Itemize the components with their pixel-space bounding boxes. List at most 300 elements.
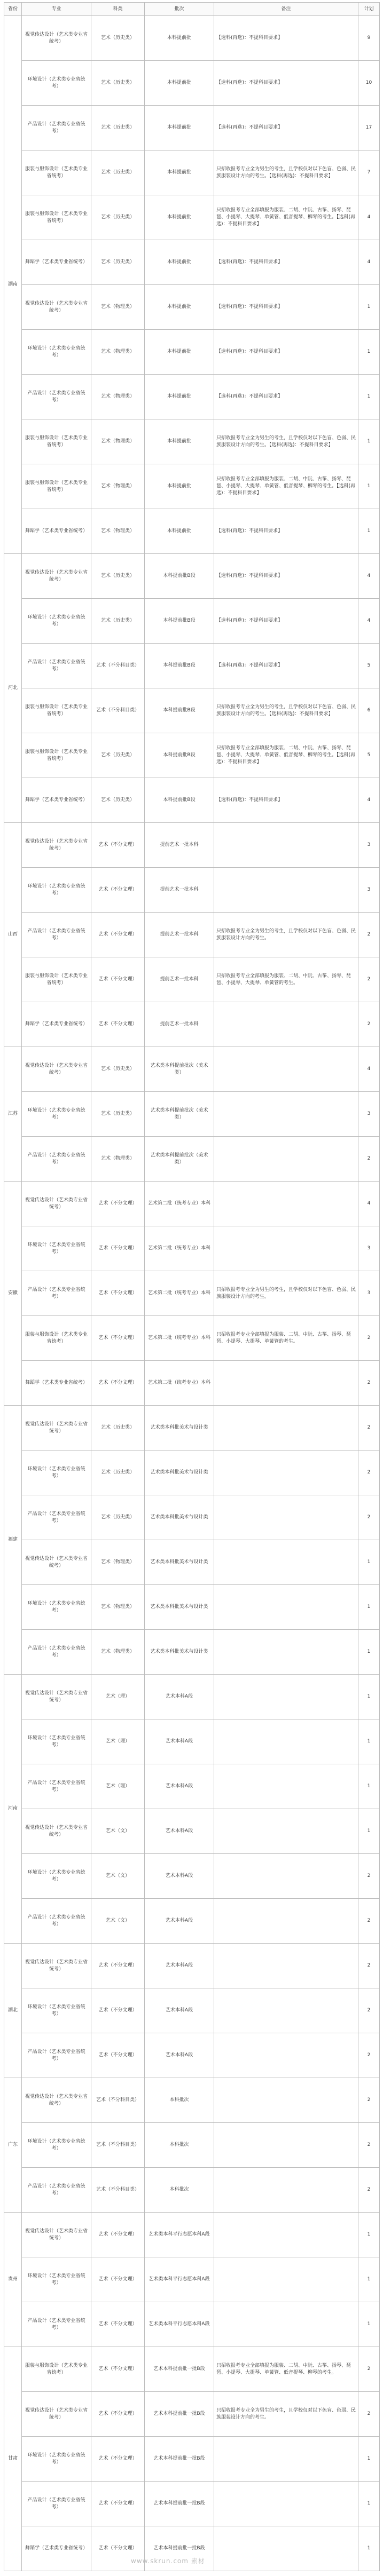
plan-cell: 2 [358,2347,380,2392]
table-row [4,509,380,554]
subject-cell: 艺术（不分文理） [91,823,145,868]
subject-cell: 艺术（不分科目类） [91,688,145,733]
batch-cell: 艺术第二批（统考专业）本科 [145,1271,214,1316]
major-cell: 视觉传达设计（艺术类专业省统考） [22,554,91,599]
enrollment-plan-table [4,2,380,2571]
table-row [4,150,380,195]
batch-cell: 艺术本科A段 [145,1899,214,1944]
subject-cell: 艺术（历史类） [91,1451,145,1495]
note-cell: 只招收报考专业全部填报为服装、二胡、中阮、古筝、扬琴、琵琶、小提琴、大提琴、单簧管的考生。 [214,957,358,1002]
note-cell: 只招收报考专业全部填报为服装、二胡、中阮、古筝、扬琴、琵琶、小提琴、大提琴、单簧管、低音提琴、柳琴的考生。【选科(再选)：不提科目要求】 [214,733,358,778]
subject-cell: 艺术（不分文理） [91,2347,145,2392]
province-cell: 河南 [4,1675,22,1944]
subject-cell: 艺术（不分文理） [91,2302,145,2347]
subject-cell: 艺术（不分文理） [91,1988,145,2033]
header-batch: 批次 [145,3,214,16]
batch-cell: 艺术本科提前批一批B段 [145,2392,214,2437]
province-cell: 湖南 [4,16,22,554]
major-cell: 视觉传达设计（艺术类专业省统考） [22,1675,91,1719]
batch-cell: 艺术类本科批美术与设计类 [145,1540,214,1585]
major-cell: 环境设计（艺术类专业省统考） [22,330,91,375]
plan-cell: 9 [358,16,380,61]
plan-cell: 2 [358,2392,380,2437]
major-cell: 环境设计（艺术类专业省统考） [22,599,91,644]
plan-cell: 4 [358,554,380,599]
batch-cell: 本科批次 [145,2123,214,2168]
table-row [4,1899,380,1944]
subject-cell: 艺术（历史类） [91,1406,145,1451]
note-cell [214,1854,358,1899]
major-cell: 产品设计（艺术类专业省统考） [22,913,91,957]
subject-cell: 艺术（理） [91,1675,145,1719]
plan-cell: 6 [358,688,380,733]
table-row [4,2437,380,2482]
plan-cell: 1 [358,375,380,419]
batch-cell: 艺术类本科提前批次（美术类） [145,1137,214,1182]
major-cell: 环境设计（艺术类专业省统考） [22,2257,91,2302]
plan-cell: 1 [358,464,380,509]
note-cell [214,1719,358,1764]
major-cell: 视觉传达设计（艺术类专业省统考） [22,16,91,61]
table-row [4,1047,380,1092]
plan-cell: 1 [358,1809,380,1854]
plan-cell: 1 [358,509,380,554]
subject-cell: 艺术（物理类） [91,1540,145,1585]
batch-cell: 艺术第二批（统考专业）本科 [145,1226,214,1271]
major-cell: 环境设计（艺术类专业省统考） [22,1585,91,1630]
subject-cell: 艺术（不分科目类） [91,644,145,688]
note-cell: 只招收报考专业全为男生的考生，且学校仅对以下色盲、色弱、民族服装设计方向的考生。【选科(再选)：不提科目要求】 [214,419,358,464]
table-row [4,868,380,913]
batch-cell: 本科提前批 [145,106,214,150]
table-row [4,1316,380,1361]
table-row [4,1719,380,1764]
province-cell: 安徽 [4,1182,22,1406]
batch-cell: 本科提前批 [145,16,214,61]
plan-cell: 3 [358,823,380,868]
major-cell: 舞蹈学（艺术类专业省统考） [22,509,91,554]
subject-cell: 艺术（历史类） [91,150,145,195]
province-cell: 山西 [4,823,22,1047]
table-row [4,2213,380,2257]
batch-cell: 艺术本科提前批一批B段 [145,2482,214,2526]
subject-cell: 艺术（物理类） [91,1585,145,1630]
note-cell: 【选科(再选)：不提科目要求】 [214,778,358,823]
subject-cell: 艺术（历史类） [91,1495,145,1540]
major-cell: 产品设计（艺术类专业省统考） [22,644,91,688]
batch-cell: 本科批次 [145,2078,214,2123]
table-row [4,464,380,509]
plan-cell: 1 [358,2213,380,2257]
plan-cell: 2 [358,1316,380,1361]
batch-cell: 本科提前批B段 [145,644,214,688]
note-cell: 【选科(再选)：不提科目要求】 [214,375,358,419]
plan-cell: 1 [358,1630,380,1675]
note-cell [214,1944,358,1988]
plan-cell: 10 [358,61,380,106]
batch-cell: 艺术本科A段 [145,1809,214,1854]
note-cell [214,2482,358,2526]
batch-cell: 本科提前批B段 [145,688,214,733]
plan-cell: 2 [358,1899,380,1944]
major-cell: 产品设计（艺术类专业省统考） [22,1630,91,1675]
major-cell: 环境设计（艺术类专业省统考） [22,1719,91,1764]
subject-cell: 艺术（历史类） [91,599,145,644]
batch-cell: 艺术第二批（统考专业）本科 [145,1182,214,1226]
note-cell [214,2302,358,2347]
major-cell: 视觉传达设计（艺术类专业省统考） [22,823,91,868]
batch-cell: 艺术本科A段 [145,1764,214,1809]
subject-cell: 艺术（不分科目类） [91,2168,145,2213]
batch-cell: 艺术类本科批美术与设计类 [145,1585,214,1630]
subject-cell: 艺术（历史类） [91,16,145,61]
table-row [4,1854,380,1899]
major-cell: 视觉传达设计（艺术类专业省统考） [22,1540,91,1585]
batch-cell: 艺术本科A段 [145,1854,214,1899]
plan-cell: 2 [358,2168,380,2213]
note-cell [214,868,358,913]
major-cell: 产品设计（艺术类专业省统考） [22,375,91,419]
batch-cell: 提前艺术一批本科 [145,823,214,868]
major-cell: 环境设计（艺术类专业省统考） [22,1226,91,1271]
subject-cell: 艺术（历史类） [91,778,145,823]
table-row [4,644,380,688]
table-row [4,195,380,240]
subject-cell: 艺术（物理类） [91,330,145,375]
table-row [4,599,380,644]
plan-cell: 1 [358,285,380,330]
table-row [4,1451,380,1495]
batch-cell: 艺术本科A段 [145,1719,214,1764]
subject-cell: 艺术（不分文理） [91,2257,145,2302]
subject-cell: 艺术（不分科目类） [91,2123,145,2168]
major-cell: 视觉传达设计（艺术类专业省统考） [22,1406,91,1451]
batch-cell: 提前艺术一批本科 [145,913,214,957]
subject-cell: 艺术（不分文理） [91,868,145,913]
plan-cell: 7 [358,150,380,195]
major-cell: 舞蹈学（艺术类专业省统考） [22,2526,91,2571]
note-cell: 【选科(再选)：不提科目要求】 [214,106,358,150]
note-cell: 只招收报考专业全部填报为服装、二胡、中阮、古筝、扬琴、琵琶、小提琴、大提琴、单簧管、低音提琴、柳琴的考生。【选科(再选)：不提科目要求】 [214,195,358,240]
plan-cell: 1 [358,2526,380,2571]
major-cell: 舞蹈学（艺术类专业省统考） [22,240,91,285]
subject-cell: 艺术（不分文理） [91,2213,145,2257]
note-cell [214,1451,358,1495]
major-cell: 舞蹈学（艺术类专业省统考） [22,1002,91,1047]
table-row [4,913,380,957]
note-cell [214,1406,358,1451]
table-row [4,61,380,106]
batch-cell: 艺术类本科平行志愿本科A段 [145,2257,214,2302]
note-cell [214,2526,358,2571]
note-cell: 只招收报考专业全部填报为服装、二胡、中阮、古筝、扬琴、琵琶、小提琴、大提琴、单簧管、低音提琴、柳琴的考生。【选科(再选)：不提科目要求】 [214,464,358,509]
subject-cell: 艺术（文） [91,1899,145,1944]
plan-cell: 2 [358,957,380,1002]
plan-cell: 2 [358,1137,380,1182]
note-cell: 【选科(再选)：不提科目要求】 [214,240,358,285]
table-row [4,1182,380,1226]
batch-cell: 本科提前批B段 [145,778,214,823]
major-cell: 服装与服饰设计（艺术类专业省统考） [22,150,91,195]
table-row [4,2302,380,2347]
table-row [4,2168,380,2213]
table-row [4,823,380,868]
header-subject: 科类 [91,3,145,16]
table-row [4,1585,380,1630]
subject-cell: 艺术（历史类） [91,1047,145,1092]
major-cell: 环境设计（艺术类专业省统考） [22,1854,91,1899]
plan-cell: 1 [358,1675,380,1719]
table-row [4,1675,380,1719]
table-row [4,1406,380,1451]
major-cell: 服装与服饰设计（艺术类专业省统考） [22,688,91,733]
note-cell [214,1002,358,1047]
subject-cell: 艺术（文） [91,1854,145,1899]
major-cell: 产品设计（艺术类专业省统考） [22,2482,91,2526]
major-cell: 环境设计（艺术类专业省统考） [22,61,91,106]
note-cell [214,2033,358,2078]
major-cell: 产品设计（艺术类专业省统考） [22,1271,91,1316]
batch-cell: 本科提前批 [145,419,214,464]
table-row [4,1988,380,2033]
plan-cell: 3 [358,1271,380,1316]
note-cell: 【选科(再选)：不提科目要求】 [214,285,358,330]
subject-cell: 艺术（物理类） [91,1630,145,1675]
note-cell [214,1988,358,2033]
subject-cell: 艺术（物理类） [91,285,145,330]
major-cell: 舞蹈学（艺术类专业省统考） [22,778,91,823]
plan-cell: 1 [358,330,380,375]
batch-cell: 本科提前批 [145,61,214,106]
major-cell: 环境设计（艺术类专业省统考） [22,1451,91,1495]
note-cell: 只招收报考专业全为男生的考生，且学校仅对以下色盲、色弱、民族服装设计方向的考生。 [214,2392,358,2437]
note-cell [214,2168,358,2213]
header-row [4,3,380,16]
note-cell: 【选科(再选)：不提科目要求】 [214,16,358,61]
province-cell: 福建 [4,1406,22,1675]
plan-cell: 4 [358,778,380,823]
table-row [4,106,380,150]
table-row [4,1226,380,1271]
province-cell: 甘肃 [4,2347,22,2571]
major-cell: 舞蹈学（艺术类专业省统考） [22,1361,91,1406]
plan-cell: 4 [358,1047,380,1092]
plan-cell: 1 [358,419,380,464]
plan-cell: 17 [358,106,380,150]
table-row [4,778,380,823]
table-row [4,2123,380,2168]
note-cell: 只招收报考专业全部填报为服装、二胡、中阮、古筝、扬琴、琵琶、小提琴、大提琴、单簧管的考生。 [214,1316,358,1361]
major-cell: 服装与服饰设计（艺术类专业省统考） [22,2347,91,2392]
subject-cell: 艺术（物理类） [91,419,145,464]
batch-cell: 提前艺术一批本科 [145,1002,214,1047]
header-major: 专业 [22,3,91,16]
major-cell: 环境设计（艺术类专业省统考） [22,2123,91,2168]
header-province: 省份 [4,3,22,16]
subject-cell: 艺术（不分文理） [91,913,145,957]
table-row [4,1540,380,1585]
batch-cell: 本科提前批 [145,240,214,285]
note-cell [214,1047,358,1092]
note-cell [214,1361,358,1406]
note-cell: 【选科(再选)：不提科目要求】 [214,61,358,106]
major-cell: 产品设计（艺术类专业省统考） [22,1495,91,1540]
note-cell [214,1226,358,1271]
batch-cell: 本科提前批B段 [145,599,214,644]
table-row [4,554,380,599]
plan-cell: 5 [358,644,380,688]
plan-cell: 2 [358,1361,380,1406]
note-cell [214,823,358,868]
plan-cell: 2 [358,2078,380,2123]
subject-cell: 艺术（物理类） [91,1137,145,1182]
table-row [4,1495,380,1540]
batch-cell: 艺术类本科批美术与设计类 [145,1451,214,1495]
table-row [4,957,380,1002]
note-cell: 只招收报考专业全为男生的考生，且学校仅对以下色盲、色弱、民族服装设计方向的考生。【选科(再选)：不提科目要求】 [214,150,358,195]
batch-cell: 艺术本科A段 [145,1988,214,2033]
subject-cell: 艺术（历史类） [91,1092,145,1137]
batch-cell: 本科提前批 [145,464,214,509]
major-cell: 环境设计（艺术类专业省统考） [22,868,91,913]
major-cell: 视觉传达设计（艺术类专业省统考） [22,285,91,330]
note-cell: 【选科(再选)：不提科目要求】 [214,599,358,644]
note-cell [214,1182,358,1226]
plan-cell: 2 [358,913,380,957]
plan-cell: 2 [358,1406,380,1451]
subject-cell: 艺术（不分文理） [91,2392,145,2437]
note-cell: 【选科(再选)：不提科目要求】 [214,554,358,599]
note-cell [214,2123,358,2168]
note-cell [214,1809,358,1854]
plan-cell: 5 [358,733,380,778]
plan-cell: 1 [358,1540,380,1585]
table-row [4,1630,380,1675]
plan-cell: 3 [358,1226,380,1271]
subject-cell: 艺术（理） [91,1764,145,1809]
major-cell: 视觉传达设计（艺术类专业省统考） [22,1182,91,1226]
note-cell [214,1585,358,1630]
note-cell [214,1092,358,1137]
note-cell: 【选科(再选)：不提科目要求】 [214,330,358,375]
major-cell: 环境设计（艺术类专业省统考） [22,2437,91,2482]
major-cell: 服装与服饰设计（艺术类专业省统考） [22,1316,91,1361]
province-cell: 湖北 [4,1944,22,2078]
batch-cell: 艺术类本科提前批次（美术类） [145,1047,214,1092]
note-cell: 只招收报考专业全为男生的考生，且学校仅对以下色盲、色弱、民族服装设计方向的考生。 [214,1271,358,1316]
plan-cell: 1 [358,2302,380,2347]
batch-cell: 本科提前批B段 [145,733,214,778]
table-row [4,1137,380,1182]
major-cell: 产品设计（艺术类专业省统考） [22,106,91,150]
batch-cell: 提前艺术一批本科 [145,957,214,1002]
plan-cell: 1 [358,2437,380,2482]
subject-cell: 艺术（物理类） [91,509,145,554]
note-cell [214,2437,358,2482]
subject-cell: 艺术（不分文理） [91,1271,145,1316]
table-row [4,2033,380,2078]
batch-cell: 本科提前批B段 [145,554,214,599]
major-cell: 视觉传达设计（艺术类专业省统考） [22,2392,91,2437]
subject-cell: 艺术（历史类） [91,195,145,240]
table-row [4,1944,380,1988]
batch-cell: 艺术第二批（统考专业）本科 [145,1361,214,1406]
plan-cell: 2 [358,2123,380,2168]
subject-cell: 艺术（不分文理） [91,2033,145,2078]
table-row [4,2078,380,2123]
batch-cell: 本科提前批 [145,330,214,375]
batch-cell: 本科提前批 [145,195,214,240]
subject-cell: 艺术（不分文理） [91,1944,145,1988]
major-cell: 服装与服饰设计（艺术类专业省统考） [22,419,91,464]
table-row [4,2347,380,2392]
subject-cell: 艺术（不分文理） [91,1361,145,1406]
batch-cell: 本科提前批 [145,150,214,195]
plan-cell: 4 [358,195,380,240]
subject-cell: 艺术（不分文理） [91,1182,145,1226]
note-cell [214,1899,358,1944]
batch-cell: 艺术第二批（统考专业）本科 [145,1316,214,1361]
subject-cell: 艺术（物理类） [91,375,145,419]
subject-cell: 艺术（不分文理） [91,957,145,1002]
province-cell: 广东 [4,2078,22,2213]
plan-cell: 2 [358,1988,380,2033]
major-cell: 服装与服饰设计（艺术类专业省统考） [22,733,91,778]
major-cell: 环境设计（艺术类专业省统考） [22,1092,91,1137]
major-cell: 产品设计（艺术类专业省统考） [22,2033,91,2078]
plan-cell: 2 [358,2033,380,2078]
table-row [4,2392,380,2437]
note-cell [214,1764,358,1809]
batch-cell: 艺术本科提前批一批B段 [145,2347,214,2392]
table-row [4,375,380,419]
batch-cell: 艺术类本科批美术与设计类 [145,1406,214,1451]
batch-cell: 艺术类本科平行志愿本科A段 [145,2213,214,2257]
table-row [4,1809,380,1854]
plan-cell: 1 [358,2257,380,2302]
plan-cell: 2 [358,1451,380,1495]
plan-cell: 4 [358,599,380,644]
plan-cell: 1 [358,1585,380,1630]
table-row [4,1764,380,1809]
subject-cell: 艺术（历史类） [91,554,145,599]
batch-cell: 艺术本科A段 [145,1944,214,1988]
plan-cell: 2 [358,1495,380,1540]
note-cell [214,1540,358,1585]
major-cell: 环境设计（艺术类专业省统考） [22,1988,91,2033]
province-cell: 江苏 [4,1047,22,1182]
table-row [4,285,380,330]
note-cell: 只招收报考专业全为男生的考生，且学校仅对以下色盲、色弱、民族服装设计方向的考生。【选科(再选)：不提科目要求】 [214,688,358,733]
plan-cell: 4 [358,1182,380,1226]
subject-cell: 艺术（不分文理） [91,2526,145,2571]
batch-cell: 本科提前批 [145,375,214,419]
table-row [4,1002,380,1047]
major-cell: 视觉传达设计（艺术类专业省统考） [22,1809,91,1854]
subject-cell: 艺术（文） [91,1809,145,1854]
batch-cell: 本科提前批 [145,509,214,554]
major-cell: 产品设计（艺术类专业省统考） [22,2168,91,2213]
batch-cell: 艺术类本科平行志愿本科A段 [145,2302,214,2347]
table-row [4,688,380,733]
table-row [4,2257,380,2302]
subject-cell: 艺术（物理类） [91,464,145,509]
major-cell: 视觉传达设计（艺术类专业省统考） [22,2078,91,2123]
table-row [4,1271,380,1316]
subject-cell: 艺术（历史类） [91,61,145,106]
plan-cell: 2 [358,1944,380,1988]
major-cell: 视觉传达设计（艺术类专业省统考） [22,2213,91,2257]
